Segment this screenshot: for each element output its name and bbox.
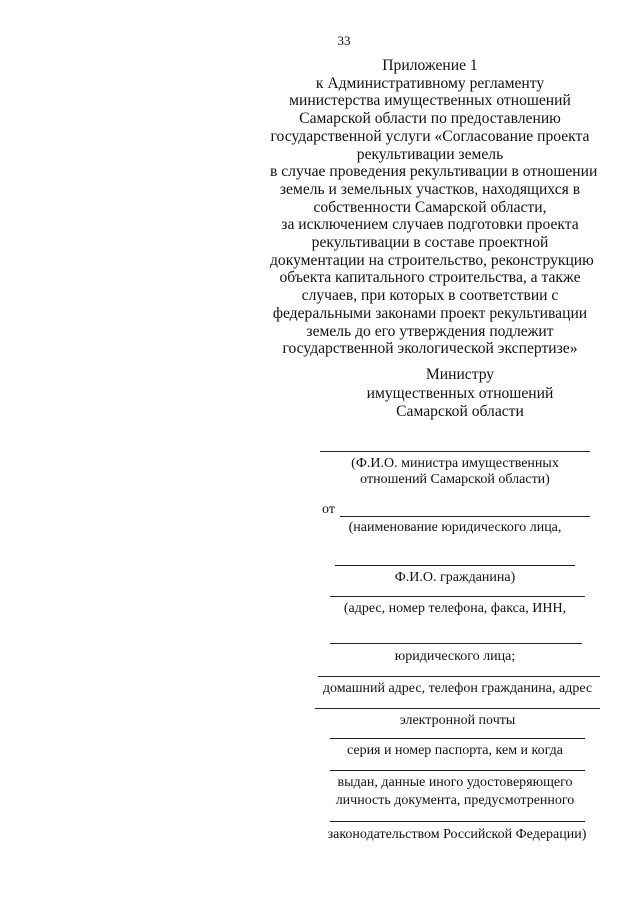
law-line[interactable] bbox=[330, 821, 585, 822]
appendix-line: земель и земельных участков, находящихся в bbox=[279, 180, 581, 198]
appendix-line: Самарской области по предоставлению bbox=[299, 110, 561, 128]
appendix-line: государственной экологической экспертизе» bbox=[282, 340, 578, 358]
citizen-name-line[interactable] bbox=[335, 565, 575, 566]
applicant-name-line[interactable] bbox=[340, 516, 590, 517]
appendix-line: собственности Самарской области, bbox=[313, 198, 547, 216]
minister-caption: (Ф.И.О. министра имущественных bbox=[351, 456, 559, 471]
appendix-line: земель до его утверждения подлежит bbox=[306, 322, 554, 340]
org-name-caption: (наименование юридического лица, bbox=[348, 520, 562, 535]
issued-caption: выдан, данные иного удостоверяющего bbox=[337, 775, 573, 790]
minister-name-line[interactable] bbox=[320, 451, 590, 452]
appendix-line: федеральными законами проект рекультивации bbox=[272, 304, 588, 322]
home-address-caption: домашний адрес, телефон гражданина, адрес bbox=[322, 681, 593, 696]
issued-line[interactable] bbox=[330, 770, 585, 771]
addressee-line: Министру bbox=[425, 366, 495, 383]
issued-caption: личность документа, предусмотренного bbox=[335, 793, 575, 808]
email-line[interactable] bbox=[315, 708, 600, 709]
appendix-line: рекультивации земель bbox=[356, 145, 504, 163]
passport-caption: серия и номер паспорта, кем и когда bbox=[346, 743, 564, 758]
address-line[interactable] bbox=[330, 596, 585, 597]
legal-entity-caption: юридического лица; bbox=[394, 649, 516, 664]
appendix-line: министерства имущественных отношений bbox=[289, 92, 571, 110]
appendix-line: Приложение 1 bbox=[382, 57, 478, 74]
home-address-line[interactable] bbox=[318, 676, 600, 677]
appendix-line: документации на строительство, реконструкцию bbox=[270, 251, 594, 269]
minister-caption: отношений Самарской области) bbox=[360, 472, 550, 487]
appendix-line: за исключением случаев подготовки проекта bbox=[281, 216, 579, 234]
email-caption: электронной почты bbox=[399, 713, 516, 728]
appendix-line: к Административному регламенту bbox=[315, 74, 545, 92]
addressee-line: имущественных отношений bbox=[366, 384, 554, 402]
passport-line[interactable] bbox=[330, 738, 585, 739]
appendix-header bbox=[270, 57, 598, 358]
law-caption: законодательством Российской Федерации) bbox=[327, 827, 587, 842]
addressee-block bbox=[310, 366, 610, 422]
addressee-line: Самарской области bbox=[396, 403, 524, 420]
address-caption: (адрес, номер телефона, факса, ИНН, bbox=[343, 601, 567, 616]
appendix-line: рекультивации в составе проектной bbox=[311, 234, 549, 252]
from-label: от bbox=[322, 502, 335, 517]
appendix-line: объекта капитального строительства, а также bbox=[279, 269, 581, 287]
appendix-line: случаев, при которых в соответствии с bbox=[301, 287, 559, 305]
legal-entity-line[interactable] bbox=[330, 643, 582, 644]
citizen-name-caption: Ф.И.О. гражданина) bbox=[394, 570, 516, 585]
appendix-line: в случае проведения рекультивации в отношении bbox=[270, 163, 598, 181]
appendix-line: государственной услуги «Согласование проекта bbox=[270, 127, 590, 145]
page-number: 33 bbox=[337, 33, 351, 48]
